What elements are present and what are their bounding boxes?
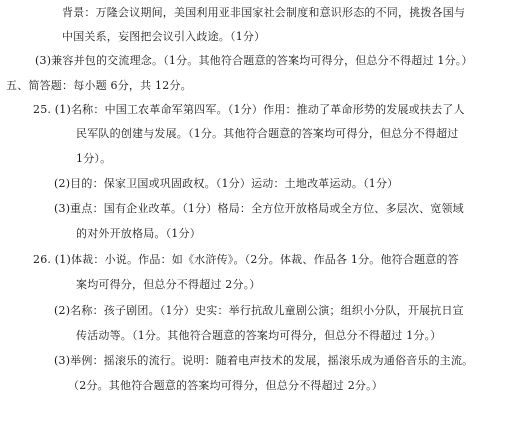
- question-26-part-1: 26. (1)体裁：小说。作品：如《水浒传》。（2分。体裁、作品各 1分。他符合题意的答: [33, 253, 459, 266]
- question-25-part-3: (3)重点：国有企业改革。（1分）格局：全方位开放格局或全方位、多层次、宽领域: [54, 202, 464, 215]
- question-25-part-1-score: 1分）。: [76, 152, 112, 165]
- background-line-cont: 中国关系，妄图把会议引入歧途。（1分）: [62, 30, 266, 43]
- question-25-part-1-cont: 民军队的创建与发展。（1分。其他符合题意的答案均可得分，但总分不得超过: [76, 127, 459, 140]
- question-26-part-2: (2)名称：孩子剧团。（1分）史实：举行抗敌儿童剧公演；组织小分队，开展抗日宣: [54, 304, 464, 317]
- question-26-part-1-cont: 案均可得分，但总分不得超过 2分。）: [76, 278, 261, 291]
- item-3-exchange-concept: (3)兼容并包的交流理念。（1分。其他符合题意的答案均可得分，但总分不得超过 1分。）: [35, 54, 473, 67]
- question-26-part-3: (3)举例：摇滚乐的流行。说明：随着电声技术的发展，摇滚乐成为通俗音乐的主流。: [54, 354, 474, 367]
- background-line: 背景：万隆会议期间，美国利用亚非国家社会制度和意识形态的不同，挑拨各国与: [62, 6, 466, 19]
- question-26-part-3-cont: （2分。其他符合题意的答案均可得分，但总分不得超过 2分。）: [68, 379, 383, 392]
- section-five-heading: 五、简答题：每小题 6分，共 12分。: [6, 79, 192, 92]
- question-25-part-1: 25. (1)名称：中国工农革命军第四军。（1分）作用：推动了革命形势的发展或扶去了人: [33, 103, 465, 116]
- question-25-part-2: (2)目的：保家卫国或巩固政权。（1分）运动：土地改革运动。（1分）: [54, 177, 399, 190]
- question-26-part-2-cont: 传活动等。（1分。其他符合题意的答案均可得分，但总分不得超过 1分。）: [76, 329, 442, 342]
- question-25-part-3-cont: 的对外开放格局。（1分）: [76, 227, 201, 240]
